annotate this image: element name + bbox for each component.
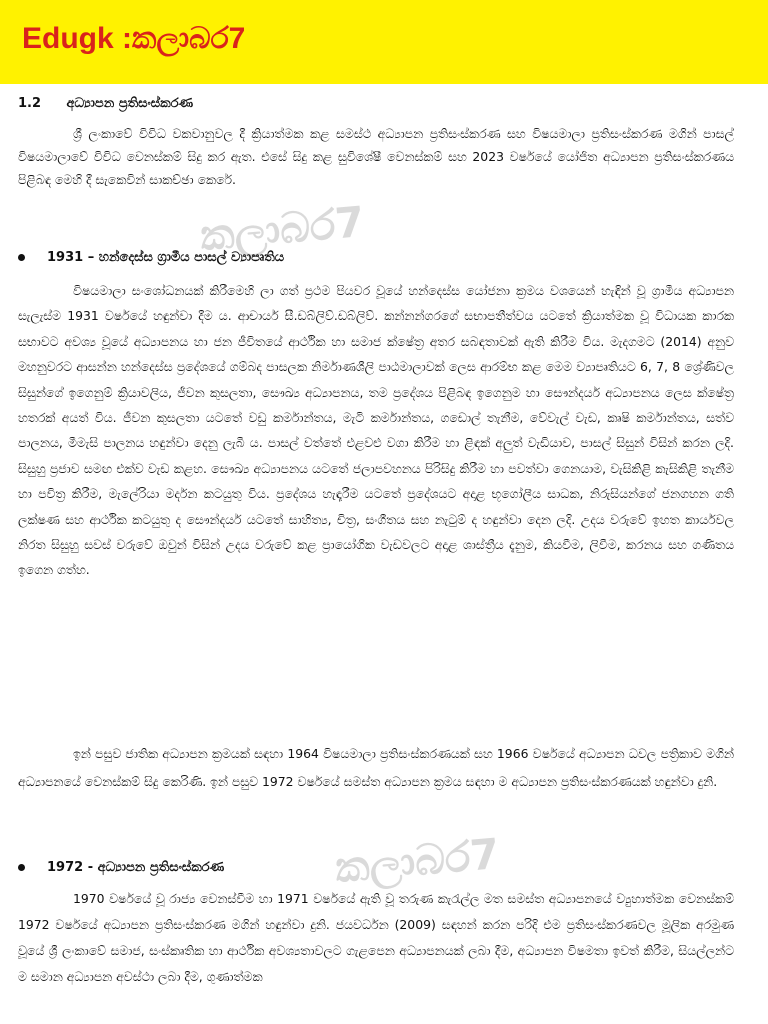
- header-banner: [0, 0, 768, 84]
- section-title: 1972 - අධ්‍යාපන ප්‍රතිසංස්කරණ: [47, 860, 225, 875]
- section-title: අධ්‍යාපන ප්‍රතිසංස්කරණ: [66, 96, 194, 111]
- bullet-icon: [18, 864, 25, 871]
- bullet-icon: [18, 254, 25, 261]
- section-number: 1.2: [18, 96, 42, 111]
- watermark-text: කලාබර7: [198, 196, 367, 261]
- site-title: Edugk :කලාබර7: [22, 22, 246, 55]
- document-body: [0, 84, 768, 1024]
- section-title: 1931 – හන්දෙස්ස ග්‍රාමීය පාසල් ව්‍යාපෘතිය: [47, 250, 285, 265]
- watermark-text: කලාබර7: [333, 828, 502, 893]
- section-1931-paragraph-2: ඉන් පසුව ජාතික අධ්‍යාපන ක්‍රමයක් සඳහා 1964 විෂයමාලා ප්‍රතිසංස්කරණයක් සහ 1966 වර්ෂයේ අධ්‍යාපන ධවල පත්‍රිකාව මගින් අධ්‍යාපනයේ වෙනස්කම් සිදු කෙරිණි. ඉන් පසුව 1972 වර්ෂයේ සමස්ත අධ්‍යාපන ක්‍රමය සඳහා ම අධ්‍යාපන ප්‍රතිසංස්කරණයක් හඳුන්වා දුනි.: [18, 746, 734, 789]
- section-1-2-heading: [18, 96, 193, 111]
- section-1972-heading: [18, 860, 224, 875]
- section-1-2-paragraph: ශ්‍රී ලංකාවේ විවිධ වකවානුවල දී ක්‍රියාත්මක කළ සමස්ථ අධ්‍යාපන ප්‍රතිසංස්කරණ සහ විෂයමාලා ප්‍රතිසංස්කරණ මගින් පාසල් විෂයමාලාවේ විවිධ වෙනස්කම් සිදු කර ඇත. එසේ සිදු කළ සුවිශේෂී වෙනස්කම් සහ 2023 වර්ෂයේ යෝජිත අධ්‍යාපන ප්‍රතිසංස්කරණය පිළිබඳ මෙහි දී සැකෙවින් සාකච්ඡා කෙරේ.: [18, 126, 734, 187]
- section-1972-paragraph: 1970 වර්ෂයේ වූ රාජ්‍ය වෙනස්වීම හා 1971 වර්ෂයේ ඇති වූ තරුණ කැරැල්ල මත සමස්ත අධ්‍යාපනයේ ව්‍යුහාත්මක වෙනස්කම් 1972 වර්ෂයේ අධ්‍යාපන ප්‍රතිසංස්කරණ මගින් හඳුන්වා දුනි. ජයවර්ධන (2009) සඳහන් කරන පරිදි එම ප්‍රතිසංස්කරණවල මූලික අරමුණ වූයේ ශ්‍රී ලංකාවේ සමාජ, සංස්කෘතික හා ආර්ථික අවශ්‍යතාවලට ගැළපෙන අධ්‍යාපනයක් ලබා දීම, අධ්‍යාපන විෂමතා ඉවත් කිරීම, සියල්ලන්ට ම සමාන අධ්‍යාපන අවස්ථා ලබා දීම, ගුණාත්මක: [18, 891, 734, 984]
- section-1931-heading: [18, 250, 284, 265]
- section-1931-paragraph-1: විෂයමාලා සංශෝධනයක් කිරීමෙහි ලා ගත් ප්‍රථම පියවර වූයේ හන්දෙස්ස යෝජනා ක්‍රමය වශයෙන් හැඳින් වූ ග්‍රාමීය අධ්‍යාපන සැලැස්ම 1931 වර්ෂයේ හඳුන්වා දීම ය. ආචාර්ය සී.ඩබ්ලිව්.ඩබ්ලිව්. කන්නන්ගරගේ සභාපතීත්වය යටතේ ක්‍රියාත්මක වූ විධායක කාරක සභාවට අවශ්‍ය වූයේ අධ්‍යාපනය හා ජන ජීවිතයේ ආර්ථික හා සමාජ ක්ෂේත්‍ර අතර සබඳතාවක් ඇති කිරීම විය. මැදගමට (2014) අනුව මහනුවරට ආසන්න හන්දෙස්ස ප්‍රදේශයේ ගම්බද පාසලක නිර්මාණශීලි පාඨමාලාවක් ලෙස ආරම්භ කළ මෙම ව්‍යාපෘතියට 6, 7, 8 ශ්‍රේණිවල සිසුන්ගේ ඉගෙනුම් ක්‍රියාවලිය, ජීවන කුසලතා, සෞඛ්‍ය අධ්‍යාපනය, තම ප්‍රදේශය පිළිබඳ ඉගෙනුම හා සෞන්දර්ය අධ්‍යාපනය ලෙස ක්ෂේත්‍ර හතරක් අයත් විය. ජීවන කුසලතා යටතේ වඩු කර්මාන්තය, මැටි කර්මාන්තය, ගඩොල් තැනීම, වේවැල් වැඩ, කෘෂි කර්මාන්තය, සත්ව පාලනය, මීමැසි පාලනය හඳුන්වා දෙනු ලැබී ය. පාසල් වත්තේ එළවළු වගා කිරීම හා ළිඳක් අලුත් වැඩියාව, පාසල් සිසුන් විසින් කරන ලදි. සිසුහු ප්‍රජාව සමඟ එක්ව වැඩ කළහ. සෞඛ්‍ය අධ්‍යාපනය යටතේ ජලාපවහනය පිරිසිදු කිරීම හා පවත්වා ගෙනයාම, වැසිකිළි කැසිකිළි තැනීම හා පවිත්‍ර කිරීම, මැලේරියා මර්දන කටයුතු විය. ප්‍රදේශය හැඳෑරීම යටතේ ප්‍රදේශයට අදාළ භූගෝලීය සාධක, නිරුසියන්ගේ ජනගහන ගති ලක්ෂණ සහ ආර්ථික කටයුතු ද සෞන්දර්ය යටතේ සාහිත්‍ය, චිත්‍ර, සංගීතය සහ නැටුම් ද හඳුන්වා දෙන ලදි. උදය වරුවේ ඉහත කාර්යවල නිරත සිසුහු සවස් වරුවේ ඔවුන් විසින් උදය වරුවේ කළ ප්‍රායෝගික වැඩවලට අදාළ ශාස්ත්‍රීය දැනුම, කියවීම, ලිවීම, කරනය සහ ගණිතය ඉගෙන ගත්හ.: [18, 283, 734, 578]
